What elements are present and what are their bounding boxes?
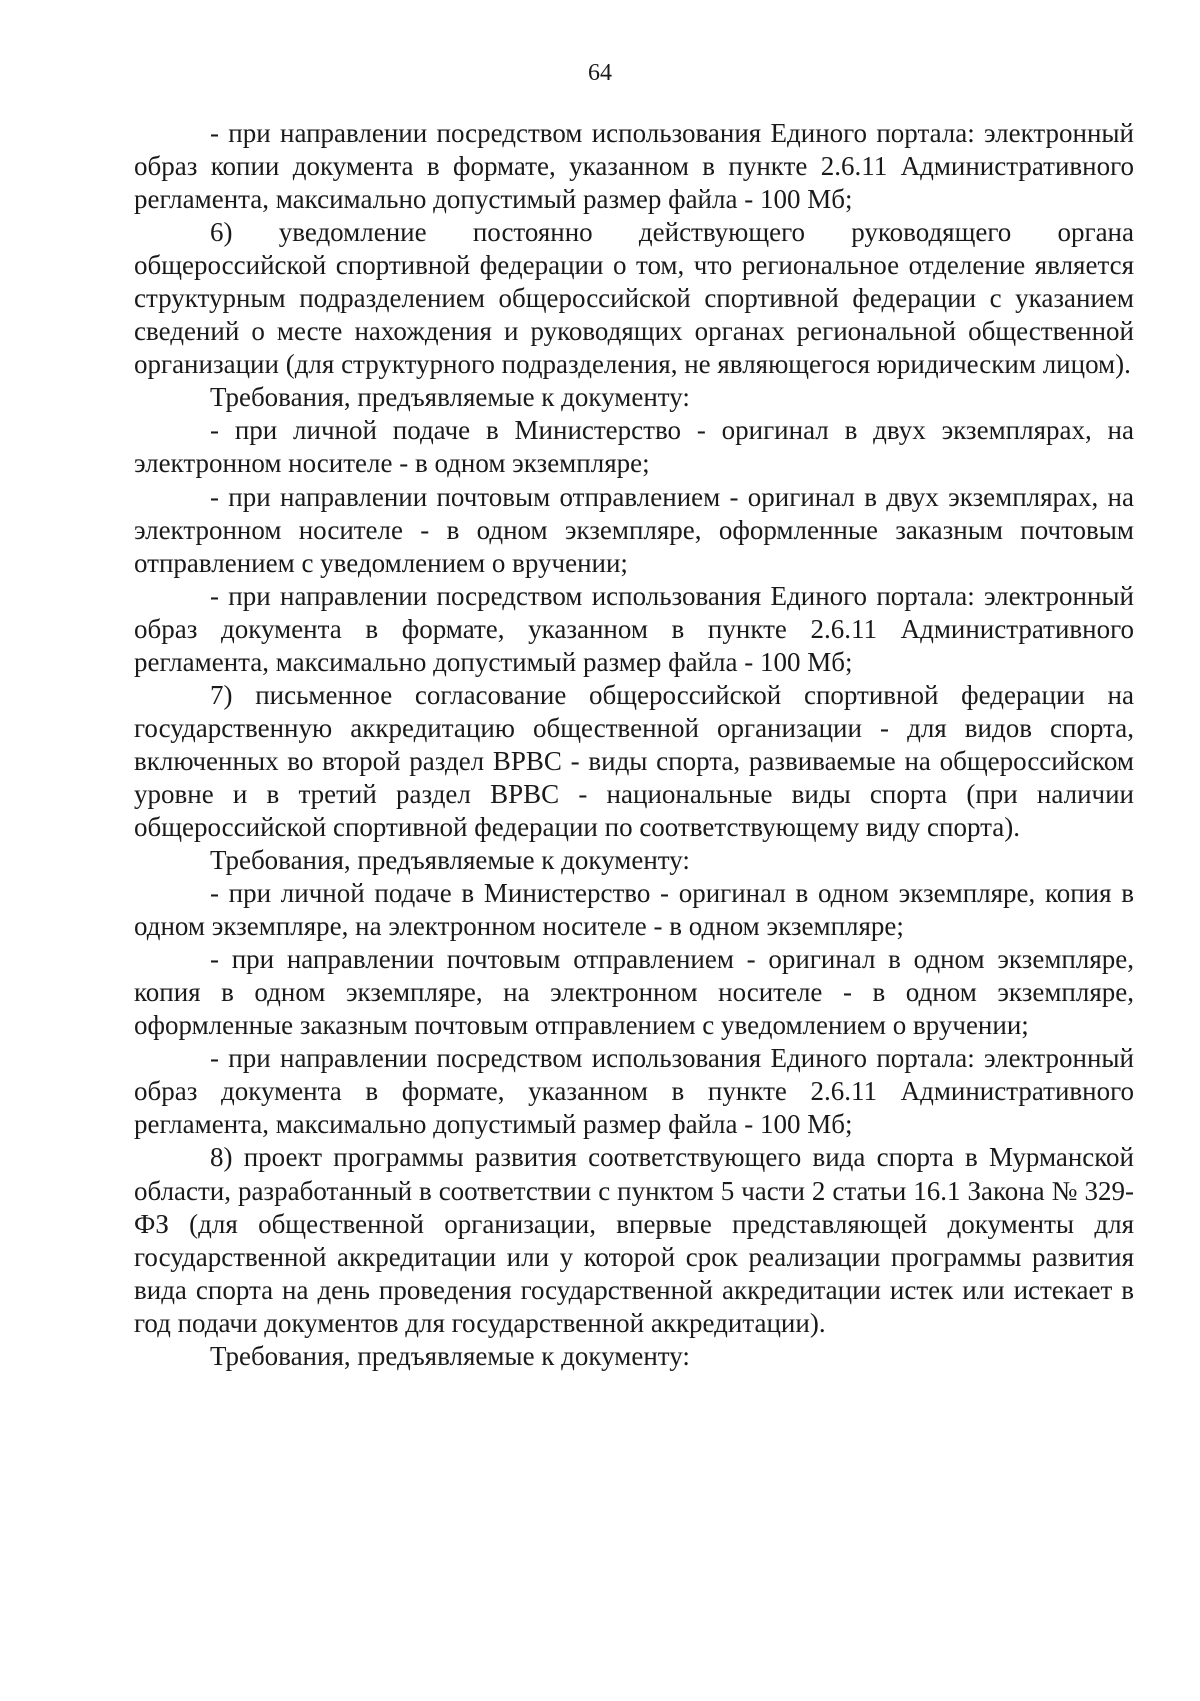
- paragraph-requirements-heading: Требования, предъявляемые к документу:: [210, 382, 690, 413]
- paragraph-requirements-heading: Требования, предъявляемые к документу:: [210, 845, 690, 876]
- document-body: [134, 117, 1134, 1373]
- paragraph-postal-submission: - при направлении почтовым отправлением - оригинал в двух экземплярах, на электронном носителе - в одном экземпляре, оформленные заказным почтовым отправлением с уведомлением о вручении;: [134, 481, 1134, 578]
- paragraph-requirements-heading: Требования, предъявляемые к документу:: [210, 1340, 690, 1371]
- page-number: 64: [588, 60, 612, 86]
- paragraph-portal-submission: - при направлении посредством использования Единого портала: электронный образ документа в формате, указанном в пункте 2.6.11 Административного регламента, максимально допустимый размер файла - 100 Мб;: [134, 580, 1134, 677]
- paragraph-portal-copy: - при направлении посредством использования Единого портала: электронный образ копии документа в формате, указанном в пункте 2.6.11 Административного регламента, максимально допустимый размер файла - 100 Мб;: [134, 118, 1134, 215]
- paragraph-personal-submission: - при личной подаче в Министерство - оригинал в одном экземпляре, копия в одном экземпляре, на электронном носителе - в одном экземпляре;: [134, 878, 1134, 942]
- paragraph-item-8: 8) проект программы развития соответствующего вида спорта в Мурманской области, разработанный в соответствии с пунктом 5 части 2 статьи 16.1 Закона № 329-ФЗ (для общественной организации, впервые представляющей документы для государственной аккредитации или у которой срок реализации программы развития вида спорта на день проведения государственной аккредитации истек или истекает в год подачи документов для государственной аккредитации).: [134, 1142, 1134, 1338]
- paragraph-personal-submission: - при личной подаче в Министерство - оригинал в двух экземплярах, на электронном носителе - в одном экземпляре;: [134, 415, 1134, 479]
- paragraph-postal-submission: - при направлении почтовым отправлением - оригинал в одном экземпляре, копия в одном экземпляре, на электронном носителе - в одном экземпляре, оформленные заказным почтовым отправлением с уведомлением о вручении;: [134, 944, 1134, 1041]
- paragraph-item-7: 7) письменное согласование общероссийской спортивной федерации на государственную аккредитацию общественной организации - для видов спорта, включенных во второй раздел ВРВС - виды спорта, развиваемые на общероссийском уровне и в третий раздел ВРВС - национальные виды спорта (при наличии общероссийской спортивной федерации по соответствующему виду спорта).: [134, 679, 1134, 842]
- paragraph-portal-submission: - при направлении посредством использования Единого портала: электронный образ документа в формате, указанном в пункте 2.6.11 Административного регламента, максимально допустимый размер файла - 100 Мб;: [134, 1043, 1134, 1140]
- paragraph-item-6: 6) уведомление постоянно действующего руководящего органа общероссийской спортивной федерации о том, что региональное отделение является структурным подразделением общероссийской спортивной федерации с указанием сведений о месте нахождения и руководящих органах региональной общественной организации (для структурного подразделения, не являющегося юридическим лицом).: [134, 217, 1134, 380]
